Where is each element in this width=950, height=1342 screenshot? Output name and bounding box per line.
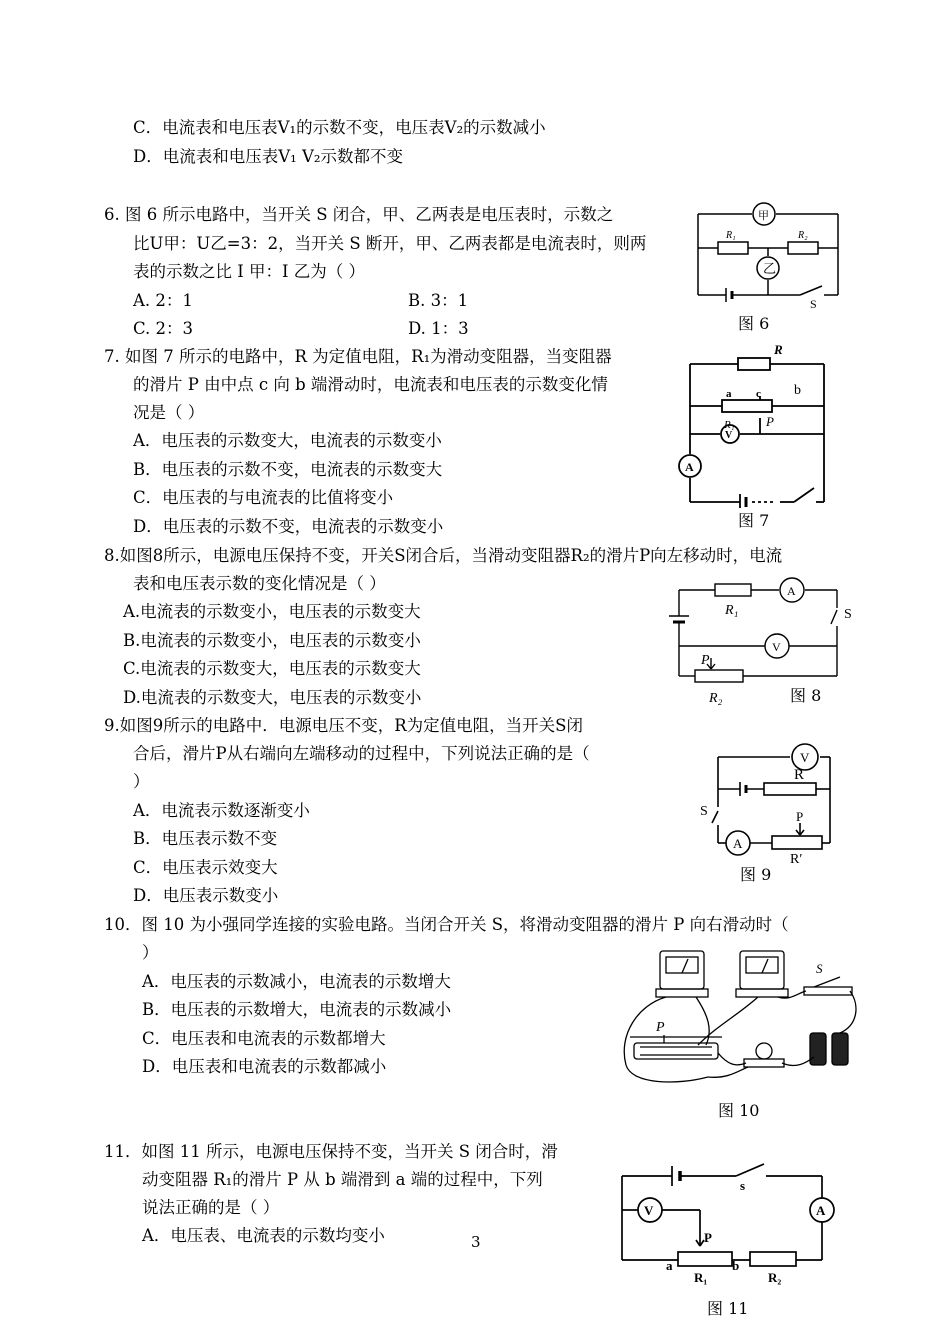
q7-option-d: D．电压表的示数不变，电流表的示数变小 <box>133 517 444 536</box>
fig11-switch-label: s <box>740 1178 746 1193</box>
fig7-r1-label: R₁ <box>724 419 735 431</box>
q7-option-b: B．电压表的示数不变，电流表的示数变大 <box>133 460 443 479</box>
figure-9-circuit <box>696 735 841 865</box>
fig8-p-label: P <box>701 653 710 668</box>
fig11-voltmeter: V <box>644 1203 654 1218</box>
q8-stem-line1: 8.如图8所示，电源电压保持不变，开关S闭合后，当滑动变阻器R₂的滑片P向左移动时，电流 <box>104 546 783 565</box>
fig10-switch-label: S <box>816 961 823 976</box>
q8-option-b: B.电流表的示数变小，电压表的示数变小 <box>123 631 421 650</box>
q5-option-c: C．电流表和电压表V₁的示数不变，电压表V₂的示数减小 <box>133 118 546 137</box>
q9-option-d: D．电压表示数变小 <box>133 886 279 905</box>
figure-9-caption: 图 9 <box>740 865 772 884</box>
q6-stem-line3: 表的示数之比 I 甲：I 乙为（ ） <box>133 262 366 281</box>
q5-option-d: D．电流表和电压表V₁ V₂示数都不变 <box>133 147 404 166</box>
fig11-b-label: b <box>732 1258 740 1273</box>
fig7-r-label: R <box>774 342 783 357</box>
q8-stem-line2: 表和电压表示数的变化情况是（ ） <box>133 574 386 593</box>
fig11-p-label: P <box>704 1230 712 1245</box>
q8-option-c: C.电流表的示数变大，电压表的示数变大 <box>123 659 421 678</box>
fig8-switch-label: S <box>844 607 852 622</box>
q6-stem-line2: 比U甲：U乙=3：2，当开关 S 断开，甲、乙两表都是电流表时，则两 <box>133 234 647 253</box>
page-number: 3 <box>471 1233 481 1251</box>
figure-7-circuit <box>676 342 836 508</box>
q10-option-b: B．电压表的示数增大，电流表的示数减小 <box>142 1000 452 1019</box>
figure-8-circuit <box>655 572 860 712</box>
q8-option-a: A.电流表的示数变小，电压表的示数变大 <box>123 602 421 621</box>
q8-option-d: D.电流表的示数变大，电压表的示数变小 <box>123 688 422 707</box>
fig7-a-label: a <box>726 388 732 400</box>
fig8-r1-label: R₁ <box>725 603 739 618</box>
fig6-meter-yi: 乙 <box>763 261 777 276</box>
fig6-r2-label: R₂ <box>798 230 808 241</box>
figure-10-caption: 图 10 <box>718 1101 760 1120</box>
q9-stem-line2: 合后，滑片P从右端向左端移动的过程中，下列说法正确的是（ <box>133 744 590 763</box>
q9-stem-line1: 9.如图9所示的电路中．电源电压不变，R为定值电阻，当开关S闭 <box>104 716 583 735</box>
q6-option-a: A. 2：1 <box>133 291 193 310</box>
fig6-r1-label: R₁ <box>726 230 736 241</box>
fig10-p-label: P <box>656 1020 665 1035</box>
q6-option-b: B. 3：1 <box>408 291 469 310</box>
q11-option-a: A．电压表、电流表的示数均变小 <box>142 1226 385 1245</box>
fig11-r1-label: R₁ <box>694 1270 708 1285</box>
q9-option-b: B．电压表示数不变 <box>133 829 278 848</box>
q6-stem-line1: 6. 图 6 所示电路中，当开关 S 闭合，甲、乙两表是电压表时，示数之 <box>104 205 614 224</box>
fig9-r-label: R <box>794 767 805 783</box>
fig8-ammeter: A <box>787 584 796 598</box>
fig7-c-label: c <box>756 388 761 400</box>
figure-6-circuit <box>690 200 850 310</box>
q7-stem-line3: 况是（ ） <box>133 403 205 422</box>
q6-option-c: C. 2：3 <box>133 319 194 338</box>
q11-stem-line3: 说法正确的是（ ） <box>142 1198 280 1217</box>
figure-7-caption: 图 7 <box>738 511 770 530</box>
q10-stem-line1: 10．图 10 为小强同学连接的实验电路。当闭合开关 S，将滑动变阻器的滑片 P 向右滑动时（ <box>104 915 789 934</box>
figure-11-circuit <box>608 1150 838 1290</box>
fig9-ammeter: A <box>733 836 743 851</box>
figure-8-caption: 图 8 <box>790 686 822 705</box>
q10-option-a: A．电压表的示数减小，电流表的示数增大 <box>142 972 451 991</box>
q9-option-a: A．电流表示数逐渐变小 <box>133 801 310 820</box>
q6-option-d: D. 1：3 <box>408 319 469 338</box>
fig8-voltmeter: V <box>772 640 781 654</box>
q7-option-a: A．电压表的示数变大，电流表的示数变小 <box>133 431 442 450</box>
fig7-ammeter: A <box>685 460 694 474</box>
fig11-a-label: a <box>666 1258 673 1273</box>
q11-stem-line1: 11．如图 11 所示，电源电压保持不变，当开关 S 闭合时，滑 <box>104 1142 558 1161</box>
q9-option-c: C．电压表示效变大 <box>133 858 278 877</box>
fig9-rprime-label: R′ <box>790 852 803 865</box>
q10-option-d: D．电压表和电流表的示数都减小 <box>142 1057 387 1076</box>
fig7-p-label: P <box>766 414 774 429</box>
q7-option-c: C．电压表的与电流表的比值将变小 <box>133 488 394 507</box>
figure-10-circuit <box>618 945 863 1093</box>
fig7-voltmeter: V <box>725 430 733 441</box>
fig8-r2-label: R₂ <box>709 691 723 706</box>
fig11-r2-label: R₂ <box>768 1270 782 1285</box>
q7-stem-line1: 7. 如图 7 所示的电路中，R 为定值电阻，R₁为滑动变阻器，当变阻器 <box>104 347 612 366</box>
figure-11-caption: 图 11 <box>707 1299 749 1318</box>
fig9-p-label: P <box>796 809 804 824</box>
fig7-b-label: b <box>794 383 801 398</box>
q10-option-c: C．电压表和电流表的示数都增大 <box>142 1029 386 1048</box>
fig6-switch-label: S <box>810 297 817 310</box>
q9-stem-line3: ） <box>133 772 150 791</box>
q11-stem-line2: 动变阻器 R₁的滑片 P 从 b 端滑到 a 端的过程中，下列 <box>142 1170 543 1189</box>
fig6-meter-jia: 甲 <box>758 210 769 222</box>
q10-stem-line2: ） <box>142 943 159 962</box>
fig9-voltmeter: V <box>800 750 810 765</box>
q7-stem-line2: 的滑片 P 由中点 c 向 b 端滑动时，电流表和电压表的示数变化情 <box>133 375 608 394</box>
fig9-switch-label: S <box>700 804 708 819</box>
fig11-ammeter: A <box>816 1203 826 1218</box>
figure-6-caption: 图 6 <box>738 314 770 333</box>
